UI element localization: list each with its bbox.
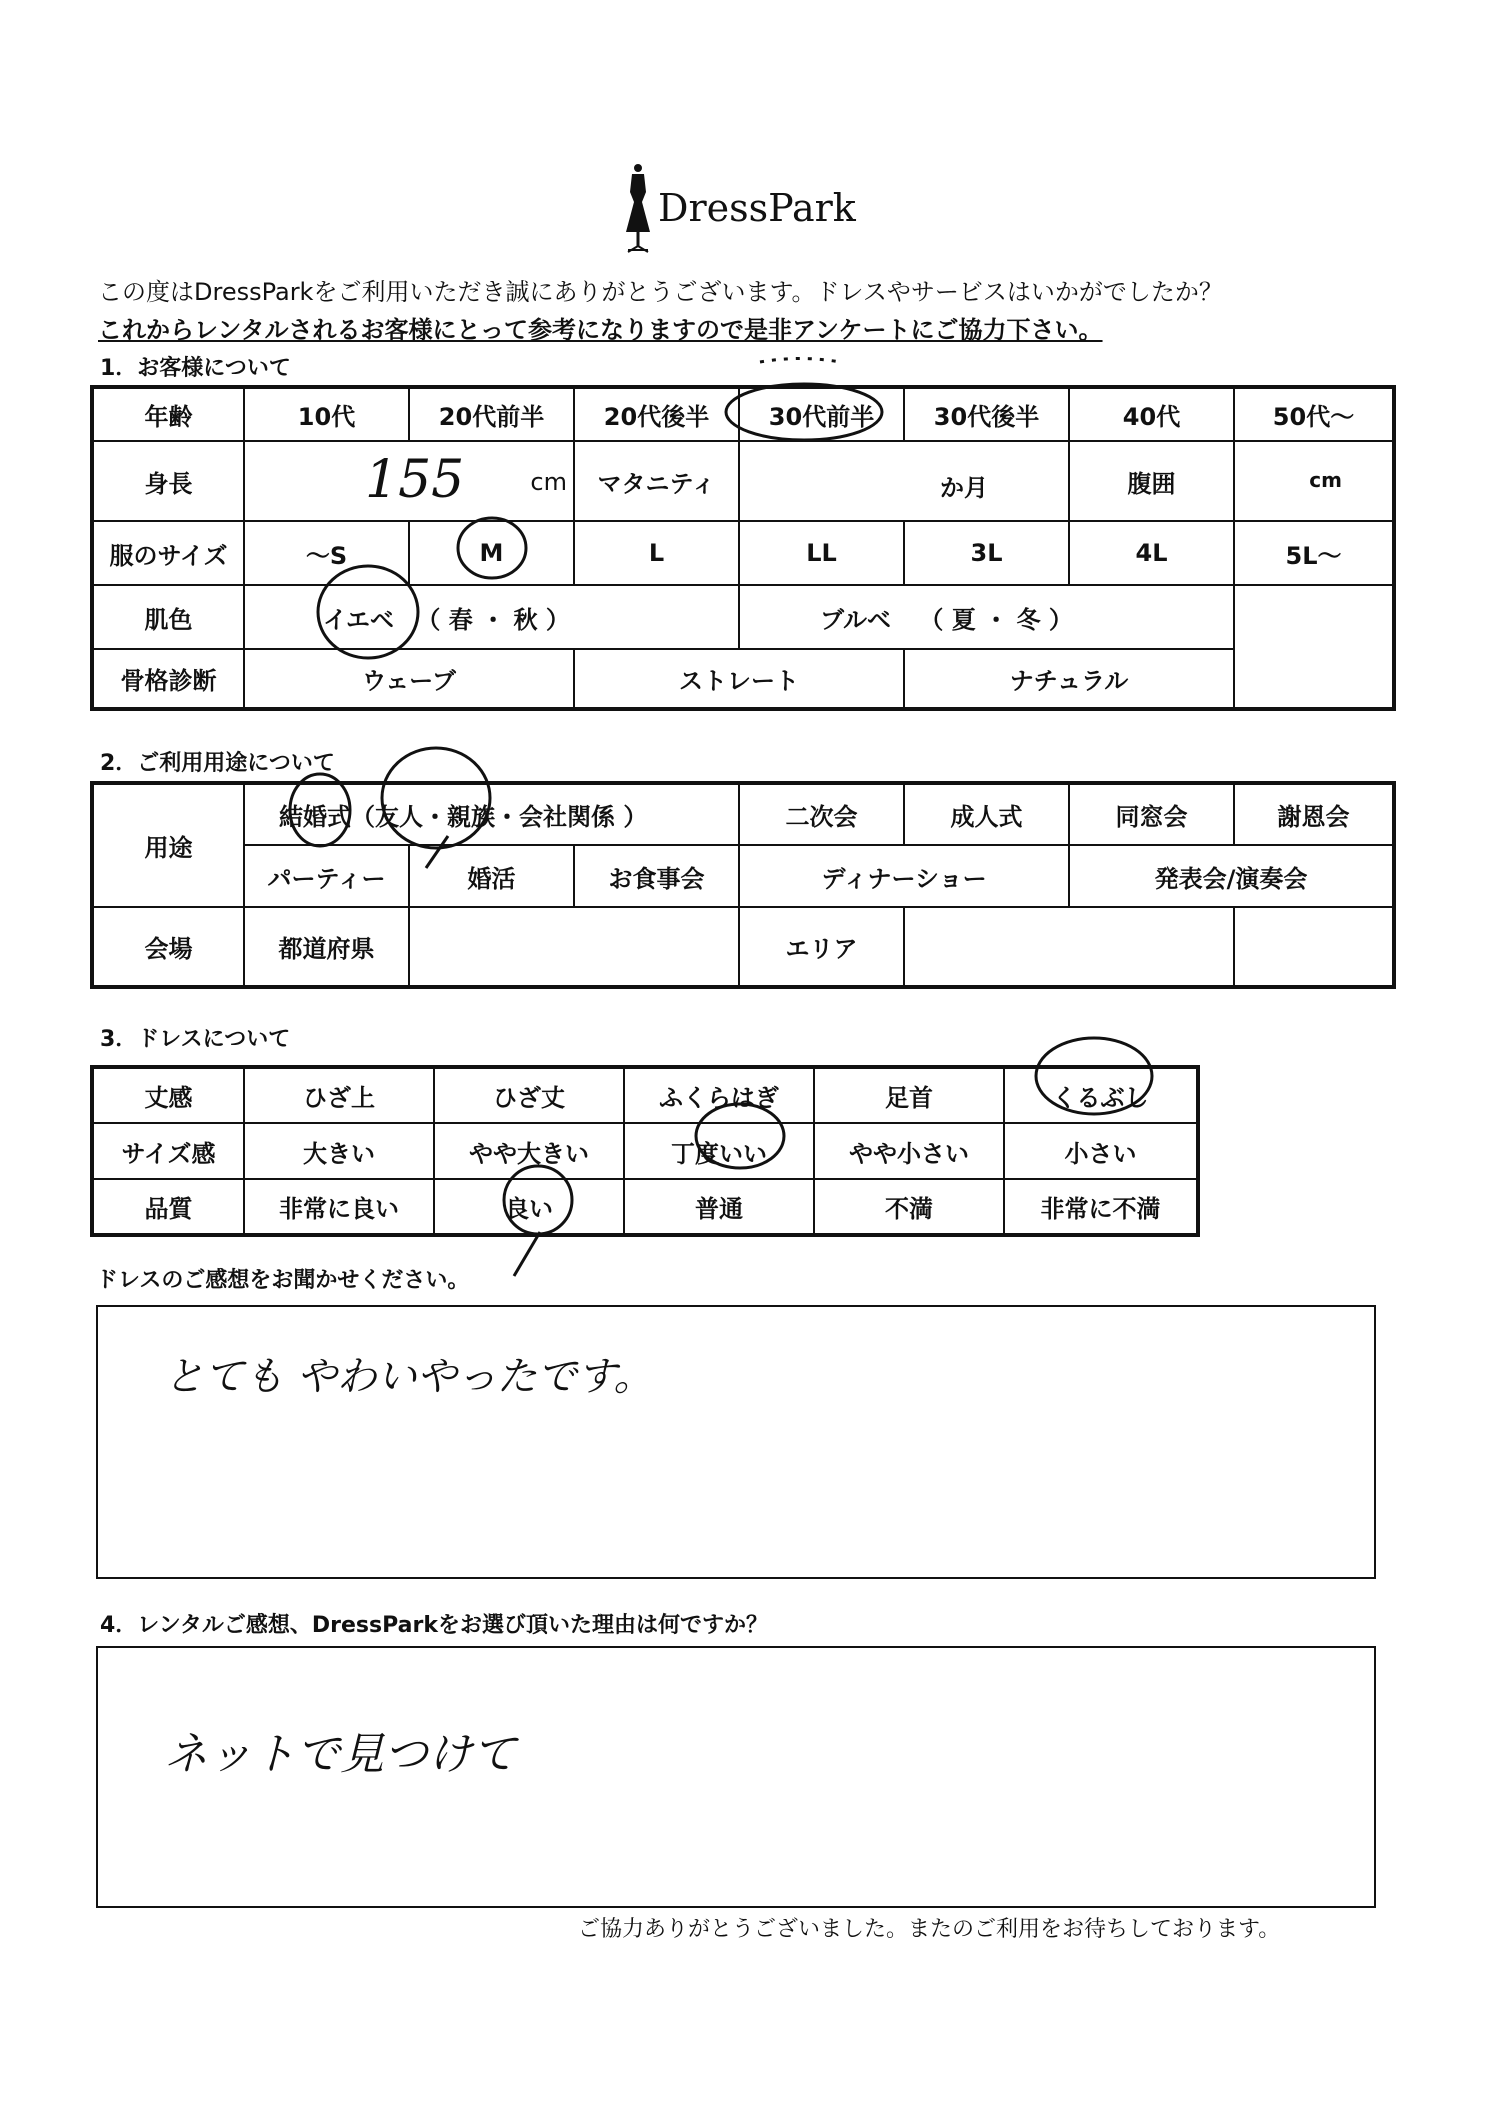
months-unit: か月 (940, 474, 988, 502)
height-label: 身長 (92, 441, 244, 521)
blank-cell (1234, 907, 1394, 987)
purpose-option[interactable]: 成人式 (904, 783, 1069, 845)
quality-option[interactable]: 非常に良い (244, 1179, 434, 1235)
purpose-option[interactable]: お食事会 (574, 845, 739, 907)
venue-label: 会場 (92, 907, 244, 987)
fit-label: サイズ感 (92, 1123, 244, 1179)
height-row (92, 441, 1394, 521)
skin-cool-seasons: （ 夏 ・ 冬 ） (919, 605, 1073, 634)
section4-title: 4．レンタルご感想、DressParkをお選び頂いた理由は何ですか？ (100, 1613, 768, 1638)
size-label: 服のサイズ (92, 521, 244, 585)
fit-option[interactable]: やや大きい (434, 1123, 624, 1179)
impression-label: ドレスのご感想をお聞かせください。 (96, 1268, 470, 1293)
wedding-sub-options: ・親族・会社関係 ） (423, 803, 648, 831)
fit-option[interactable]: 小さい (1004, 1123, 1198, 1179)
body-type-option[interactable]: ストレート (574, 649, 904, 709)
age-option[interactable]: 20代前半 (409, 387, 574, 441)
size-option[interactable]: LL (739, 521, 904, 585)
waist-field[interactable] (1234, 441, 1394, 521)
length-option[interactable]: ひざ上 (244, 1067, 434, 1123)
dress-table (90, 1065, 1200, 1237)
length-option[interactable]: ふくらはぎ (624, 1067, 814, 1123)
age-option[interactable]: 40代 (1069, 387, 1234, 441)
size-option[interactable]: 5L～ (1234, 521, 1394, 585)
wedding-paren: （ (351, 803, 375, 831)
impression-box[interactable] (96, 1305, 1376, 1579)
skin-cool-option[interactable]: ブルベ (820, 605, 892, 634)
purpose-option[interactable]: ディナーショー (739, 845, 1069, 907)
skin-row (92, 585, 1394, 649)
purpose-table (90, 781, 1396, 989)
height-field[interactable] (244, 441, 574, 521)
section1-title: 1．お客様について (100, 356, 291, 381)
impression-answer: とても やわいやったです。 (164, 1354, 654, 1400)
customer-table (90, 385, 1396, 711)
fit-option-selected[interactable]: 丁度いい (624, 1123, 814, 1179)
size-option-selected[interactable]: M (409, 521, 574, 585)
age-selection-stroke (760, 359, 840, 363)
intro-text: この度はDressParkをご利用いただき誠にありがとうございます。ドレスやサービスはいかがでしたか？ (98, 278, 1223, 306)
section3-title: 3．ドレスについて (100, 1027, 291, 1052)
request-text: これからレンタルされるお客様にとって参考になりますので是非アンケートにご協力下さい。 (98, 316, 1103, 344)
age-row (92, 387, 1394, 441)
purpose-option[interactable]: 婚活 (409, 845, 574, 907)
wedding-option[interactable]: 結婚式 (279, 803, 351, 831)
body-row (92, 649, 1394, 709)
size-option[interactable]: L (574, 521, 739, 585)
length-label: 丈感 (92, 1067, 244, 1123)
maternity-label: マタニティ (574, 441, 739, 521)
wedding-cell[interactable] (244, 783, 739, 845)
body-type-option[interactable]: ナチュラル (904, 649, 1234, 709)
footer-thanks: ご協力ありがとうございました。またのご利用をお待ちしております。 (578, 1917, 1281, 1942)
fit-option[interactable]: 大きい (244, 1123, 434, 1179)
skin-label: 肌色 (92, 585, 244, 649)
quality-option[interactable]: 不満 (814, 1179, 1004, 1235)
skin-cool-cell[interactable] (739, 585, 1234, 649)
blank-cell (1234, 585, 1394, 649)
quality-option[interactable]: 非常に不満 (1004, 1179, 1198, 1235)
fit-option[interactable]: やや小さい (814, 1123, 1004, 1179)
purpose-option[interactable]: 二次会 (739, 783, 904, 845)
quality-option[interactable]: 普通 (624, 1179, 814, 1235)
skin-warm-option[interactable]: イエベ (323, 605, 395, 634)
purpose-option[interactable]: 発表会/演奏会 (1069, 845, 1394, 907)
length-option-selected[interactable]: くるぶし (1004, 1067, 1198, 1123)
quality-selection-tail (514, 1232, 540, 1276)
area-label: エリア (739, 907, 904, 987)
size-option[interactable]: ～S (244, 521, 409, 585)
skin-warm-cell[interactable] (244, 585, 739, 649)
age-option-selected[interactable]: 30代前半 (739, 387, 904, 441)
height-value: 155 (365, 450, 465, 510)
reason-answer: ネットで見つけて (164, 1729, 516, 1780)
blank-cell (1234, 649, 1394, 709)
quality-label: 品質 (92, 1179, 244, 1235)
quality-option-selected[interactable]: 良い (434, 1179, 624, 1235)
prefecture-field[interactable] (409, 907, 739, 987)
waist-label: 腹囲 (1069, 441, 1234, 521)
age-option[interactable]: 50代～ (1234, 387, 1394, 441)
age-option[interactable]: 20代後半 (574, 387, 739, 441)
length-option[interactable]: 足首 (814, 1067, 1004, 1123)
dress-form-logo-icon (620, 162, 656, 254)
age-option[interactable]: 10代 (244, 387, 409, 441)
purpose-label: 用途 (92, 783, 244, 907)
size-option[interactable]: 3L (904, 521, 1069, 585)
waist-unit: cm (1309, 468, 1342, 492)
maternity-field[interactable] (739, 441, 1069, 521)
purpose-option[interactable]: 謝恩会 (1234, 783, 1394, 845)
age-option[interactable]: 30代後半 (904, 387, 1069, 441)
area-field[interactable] (904, 907, 1234, 987)
length-option[interactable]: ひざ丈 (434, 1067, 624, 1123)
purpose-option[interactable]: 同窓会 (1069, 783, 1234, 845)
skin-warm-seasons: （ 春 ・ 秋 ） (416, 605, 570, 634)
purpose-option[interactable]: パーティー (244, 845, 409, 907)
section2-title: 2．ご利用用途について (100, 751, 335, 776)
brand-name: DressPark (658, 186, 856, 230)
body-type-option[interactable]: ウェーブ (244, 649, 574, 709)
prefecture-label: 都道府県 (244, 907, 409, 987)
reason-box[interactable] (96, 1646, 1376, 1908)
age-label: 年齢 (92, 387, 244, 441)
size-option[interactable]: 4L (1069, 521, 1234, 585)
height-unit: cm (530, 468, 567, 496)
body-type-label: 骨格診断 (92, 649, 244, 709)
friend-option[interactable]: 友人 (375, 803, 423, 831)
size-row (92, 521, 1394, 585)
